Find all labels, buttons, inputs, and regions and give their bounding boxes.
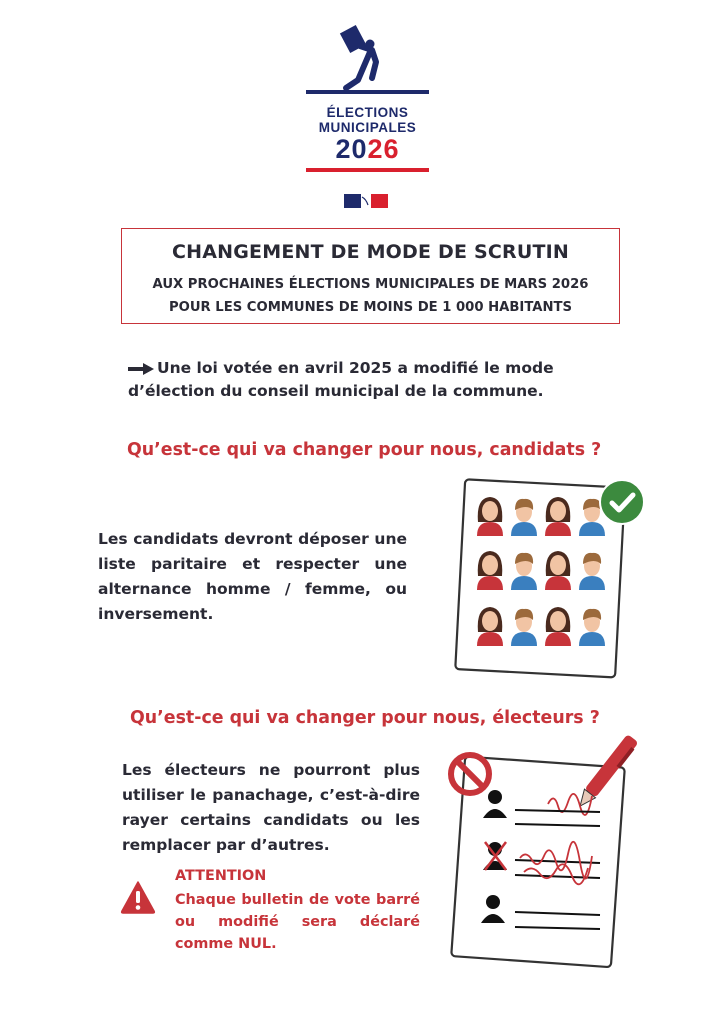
logo-year: 2026 [335,134,400,164]
warning-icon [120,880,156,914]
heading-candidats: Qu’est-ce qui va changer pour nous, candidats ? [127,440,602,460]
ballot-box-logo-icon [300,22,435,102]
title-box [121,228,620,324]
logo-underline [306,168,429,172]
attention-title: ATTENTION [175,868,267,884]
attention-text: Chaque bulletin de vote barré ou modifié sera déclaré comme NUL. [175,892,420,952]
candidats-text: Les candidats devront déposer une liste paritaire et respecter une alternance homme / femme, ou inversement. [98,530,407,623]
logo-line1: ÉLECTIONS [326,105,409,120]
woman-avatar-icon [477,497,503,536]
intro-paragraph [128,357,628,403]
woman-avatar-icon [477,551,503,590]
elections-logo [300,22,435,177]
woman-avatar-icon [545,551,571,590]
checkmark-icon [600,480,644,524]
arrow-right-icon [128,363,154,375]
woman-avatar-icon [545,497,571,536]
woman-avatar-icon [545,607,571,646]
intro-text: Une loi votée en avril 2025 a modifié le mode d’élection du conseil municipal de la commune. [128,359,554,400]
electeurs-text: Les électeurs ne pourront plus utiliser le panachage, c’est-à-dire rayer certains candidats ou les remplacer par d’autres. [122,761,420,854]
woman-avatar-icon [477,607,503,646]
logo-line2: MUNICIPALES [318,120,417,135]
modified-ballot-illustration [440,732,650,972]
heading-electeurs: Qu’est-ce qui va changer pour nous, électeurs ? [130,708,600,728]
french-flag-icon [344,194,388,208]
title-subtitle-line1: AUX PROCHAINES ÉLECTIONS MUNICIPALES DE MARS 2026 [152,277,589,292]
candidate-list-illustration [452,476,652,686]
page-title: CHANGEMENT DE MODE DE SCRUTIN [172,241,569,263]
title-subtitle-line2: POUR LES COMMUNES DE MOINS DE 1 000 HABITANTS [168,300,573,315]
